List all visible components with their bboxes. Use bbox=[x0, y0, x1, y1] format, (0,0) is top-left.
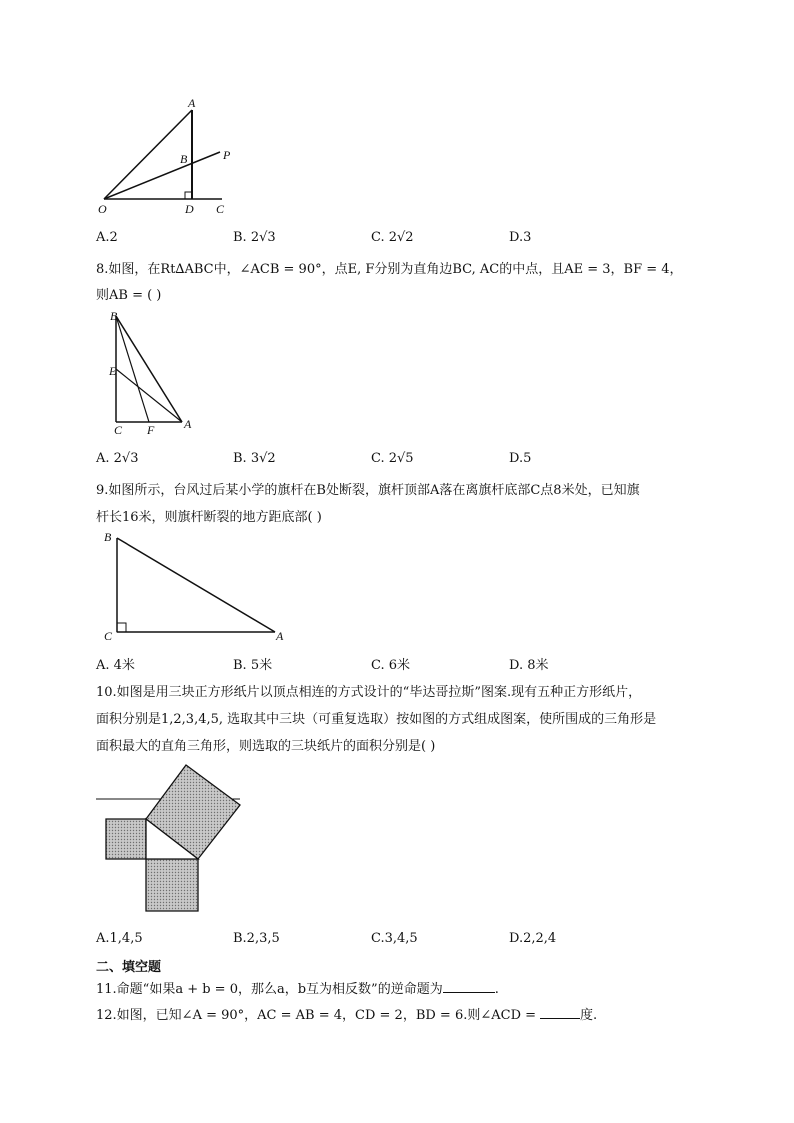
q7-label-B: B bbox=[180, 152, 188, 166]
q7-option-b: B. 2√3 bbox=[233, 230, 276, 245]
q7-option-c: C. 2√2 bbox=[371, 230, 414, 245]
q8-line2: 则AB = ( ) bbox=[96, 288, 162, 303]
q10-line2: 面积分别是1,2,3,4,5, 选取其中三块（可重复选取）按如图的方式组成图案，使所围成的三角形是 bbox=[96, 712, 657, 727]
q8-figure bbox=[104, 308, 204, 436]
q11 bbox=[96, 978, 499, 997]
section-fill-in-title: 二、填空题 bbox=[96, 960, 162, 975]
q8-option-a: A. 2√3 bbox=[96, 451, 139, 466]
q8-label-C: C bbox=[114, 423, 123, 436]
q9-option-b: B. 5米 bbox=[233, 658, 273, 673]
q10-line1: 10.如图是用三块正方形纸片以顶点相连的方式设计的“毕达哥拉斯”图案.现有五种正方形纸片， bbox=[96, 685, 642, 700]
q12 bbox=[96, 1004, 597, 1023]
q9-option-d: D. 8米 bbox=[509, 658, 549, 673]
q12-answer-blank[interactable] bbox=[540, 1006, 580, 1019]
q12-tail: 度. bbox=[580, 1008, 598, 1023]
q9-figure bbox=[100, 528, 290, 644]
q10-line3: 面积最大的直角三角形，则选取的三块纸片的面积分别是( ) bbox=[96, 739, 436, 754]
q10-option-b: B.2,3,5 bbox=[233, 931, 280, 946]
q10-option-d: D.2,2,4 bbox=[509, 931, 557, 946]
q9-line1: 9.如图所示，台风过后某小学的旗杆在B处断裂，旗杆顶部A落在离旗杆底部C点8米处，已知旗 bbox=[96, 483, 640, 498]
q9-line2: 杆长16米，则旗杆断裂的地方距底部( ) bbox=[96, 510, 322, 525]
q9-option-c: C. 6米 bbox=[371, 658, 411, 673]
q8-label-B: B bbox=[110, 309, 118, 323]
q9-label-B: B bbox=[104, 530, 112, 544]
q10-figure bbox=[96, 763, 244, 915]
q9-option-a: A. 4米 bbox=[96, 658, 135, 673]
q7-option-a: A.2 bbox=[96, 230, 118, 245]
q7-label-C: C bbox=[216, 202, 225, 216]
q8-option-b: B. 3√2 bbox=[233, 451, 276, 466]
q8-label-A: A bbox=[184, 417, 192, 431]
q10-option-a: A.1,4,5 bbox=[96, 931, 143, 946]
q7-figure bbox=[96, 95, 246, 220]
q11-text: 11.命题“如果a + b = 0，那么a，b互为相反数”的逆命题为 bbox=[96, 982, 443, 997]
q8-option-d: D.5 bbox=[509, 451, 532, 466]
q7-label-P: P bbox=[223, 148, 231, 162]
q7-option-d: D.3 bbox=[509, 230, 532, 245]
q9-label-A: A bbox=[276, 629, 284, 643]
q7-label-D: D bbox=[185, 202, 194, 216]
q11-answer-blank[interactable] bbox=[443, 980, 495, 993]
q10-option-c: C.3,4,5 bbox=[371, 931, 418, 946]
q7-label-A: A bbox=[188, 96, 196, 110]
q8-label-E: E bbox=[109, 364, 117, 378]
q11-tail: . bbox=[494, 982, 499, 997]
q8-line1: 8.如图，在Rt∆ABC中，∠ACB = 90°，点E, F分别为直角边BC, AC的中点，且AE = 3，BF = 4， bbox=[96, 262, 683, 277]
q8-option-c: C. 2√5 bbox=[371, 451, 414, 466]
q7-label-O: O bbox=[98, 202, 107, 216]
q12-text: 12.如图，已知∠A = 90°，AC = AB = 4，CD = 2，BD = 6.则∠ACD = bbox=[96, 1008, 537, 1023]
q9-label-C: C bbox=[104, 629, 113, 643]
q8-label-F: F bbox=[147, 423, 155, 436]
